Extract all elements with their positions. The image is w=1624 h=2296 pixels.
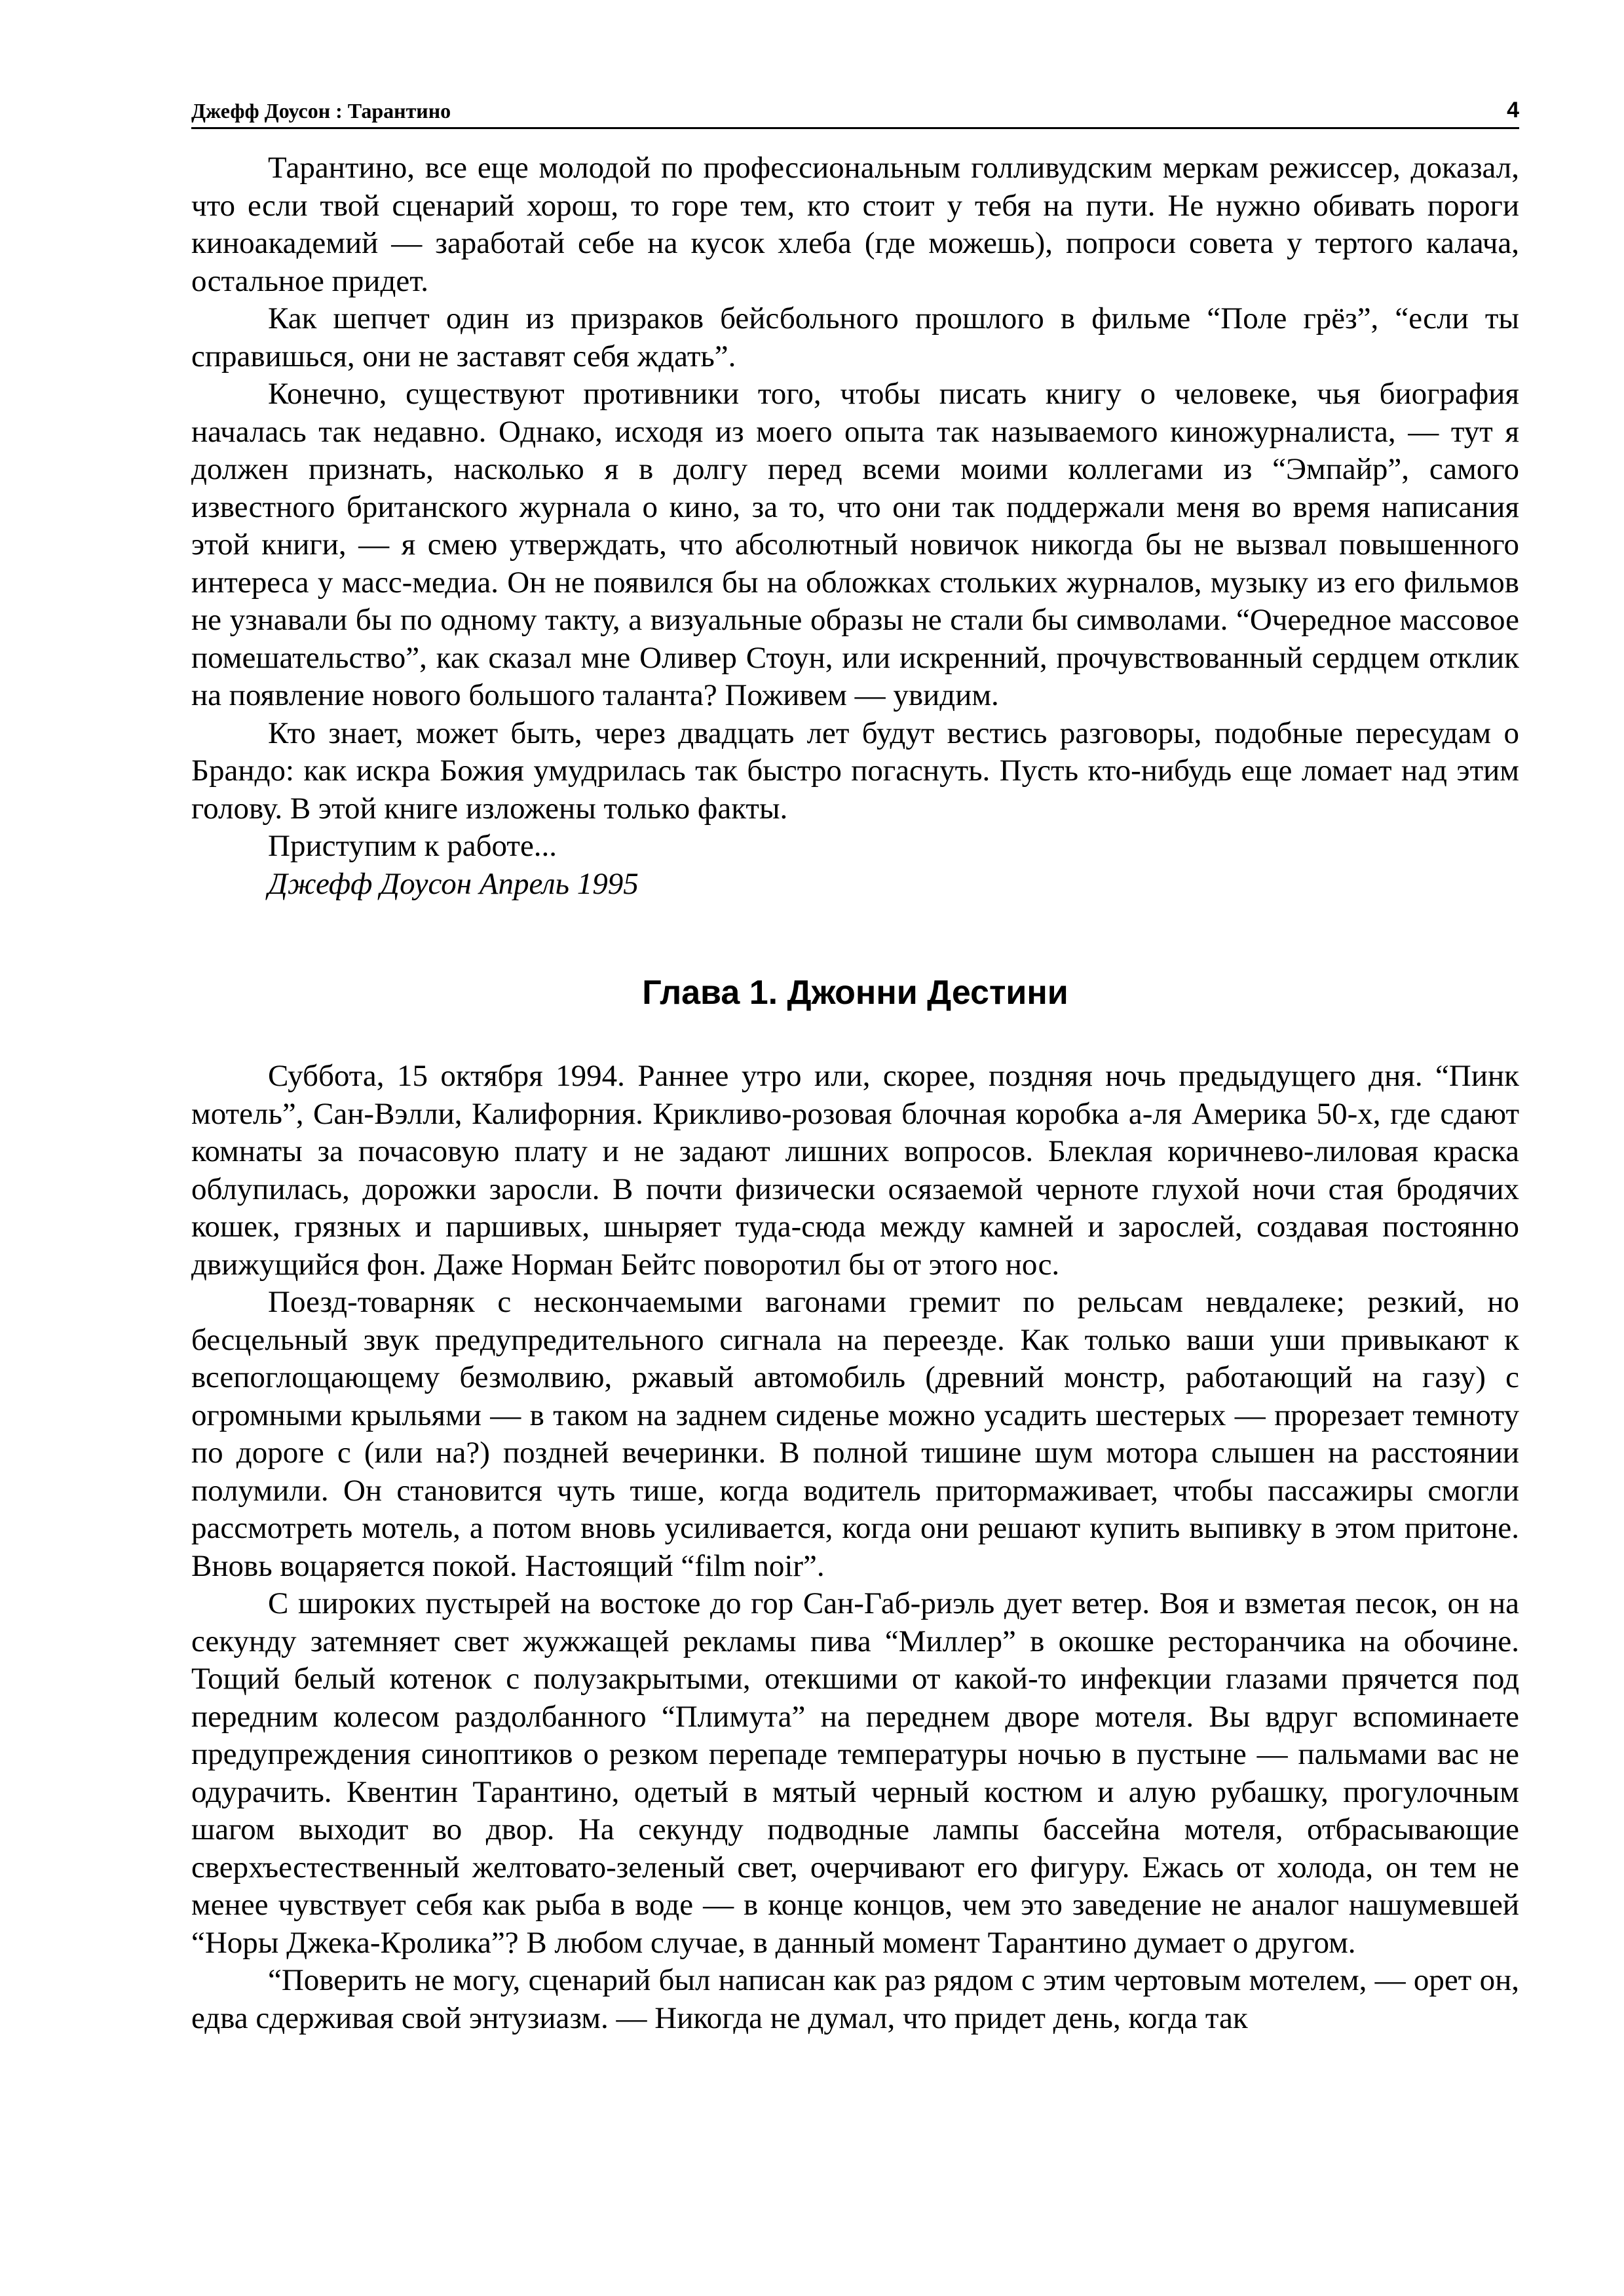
page-header	[191, 90, 1519, 129]
author-signature: Джефф Доусон Апрель 1995	[268, 866, 639, 901]
paragraph: Тарантино, все еще молодой по профессиональным голливудским меркам режиссер, доказал, что если твой сценарий хорош, то горе тем, кто стоит у тебя на пути. Не нужно обивать пороги киноакадемий — заработай себе на кусок хлеба (где можешь), попроси совета у тертого калача, остальное придет.	[191, 151, 1519, 298]
running-header-title: Джефф Доусон : Тарантино	[191, 99, 451, 123]
chapter-title: Глава 1. Джонни Дестини	[642, 974, 1068, 1012]
paragraph: Конечно, существуют противники того, чтобы писать книгу о человеке, чья биография началась так недавно. Однако, исходя из моего опыта так называемого киножурналиста, — тут я должен признать, насколько я в долгу перед всеми моими коллегами из “Эмпайр”, самого известного британского журнала о кино, за то, что они так поддержали меня во время написания этой книги, — я смею утверждать, что абсолютный новичок никогда бы не вызвал повышенного интереса у масс-медиа. Он не появился бы на обложках стольких журналов, музыку из его фильмов не узнавали бы по одному такту, а визуальные образы не стали бы символами. “Очередное массовое помешательство”, как сказал мне Оливер Стоун, или искренний, прочувствованный сердцем отклик на появление нового большого таланта? Поживем — увидим.	[191, 377, 1519, 712]
paragraph: “Поверить не могу, сценарий был написан как раз рядом с этим чертовым мотелем, — орет он, едва сдерживая свой энтузиазм. — Никогда не думал, что придет день, когда так	[191, 1963, 1519, 2035]
page-number: 4	[1507, 98, 1519, 123]
intro-section	[191, 149, 1519, 903]
paragraph: Кто знает, может быть, через двадцать лет будут вестись разговоры, подобные пересудам о Брандо: как искра Божия умудрилась так быстро погаснуть. Пусть кто-нибудь еще ломает над этим голову. В этой книге изложены только факты.	[191, 716, 1519, 826]
chapter-section	[191, 1058, 1519, 2037]
paragraph: Приступим к работе...	[268, 829, 557, 863]
paragraph: Как шепчет один из призраков бейсбольного прошлого в фильме “Поле грёз”, “если ты справишься, они не заставят себя ждать”.	[191, 301, 1519, 373]
paragraph: С широких пустырей на востоке до гор Сан-Габ-риэль дует ветер. Воя и взметая песок, он на секунду затемняет свет жужжащей рекламы пива “Миллер” в окошке ресторанчика на обочине. Тощий белый котенок с полузакрытыми, отекшими от какой-то инфекции глазами прячется под передним колесом раздолбанного “Плимута” на переднем дворе мотеля. Вы вдруг вспоминаете предупреждения синоптиков о резком перепаде температуры ночью в пустыне — пальмами вас не одурачить. Квентин Тарантино, одетый в мятый черный костюм и алую рубашку, прогулочным шагом выходит во двор. На секунду подводные лампы бассейна мотеля, отбрасывающие сверхъестественный желтовато-зеленый свет, очерчивают его фигуру. Ежась от холода, он тем не менее чувствует себя как рыба в воде — в конце концов, чем это заведение не аналог нашумевшей “Норы Джека-Кролика”? В любом случае, в данный момент Тарантино думает о другом.	[191, 1586, 1519, 1960]
paragraph: Суббота, 15 октября 1994. Раннее утро или, скорее, поздняя ночь предыдущего дня. “Пинк мотель”, Сан-Вэлли, Калифорния. Крикливо-розовая блочная коробка а-ля Америка 50-х, где сдают комнаты за почасовую плату и не задают лишних вопросов. Блеклая коричнево-лиловая краска облупилась, дорожки заросли. В почти физически осязаемой черноте глухой ночи стая бродячих кошек, грязных и паршивых, шныряет туда-сюда между камней и зарослей, создавая постоянно движущийся фон. Даже Норман Бейтс поворотил бы от этого нос.	[191, 1059, 1519, 1282]
paragraph: Поезд-товарняк с нескончаемыми вагонами гремит по рельсам невдалеке; резкий, но бесцельный звук предупредительного сигнала на переезде. Как только ваши уши привыкают к всепоглощающему безмолвию, ржавый автомобиль (древний монстр, работающий на газу) с огромными крыльями — в таком на заднем сиденье можно усадить шестерых — прорезает темноту по дороге с (или на?) поздней вечеринки. В полной тишине шум мотора слышен на расстоянии полумили. Он становится чуть тише, когда водитель притормаживает, чтобы пассажиры смогли рассмотреть мотель, а потом вновь усиливается, когда они решают купить выпивку в этом притоне. Вновь воцаряется покой. Настоящий “film noir”.	[191, 1285, 1519, 1583]
